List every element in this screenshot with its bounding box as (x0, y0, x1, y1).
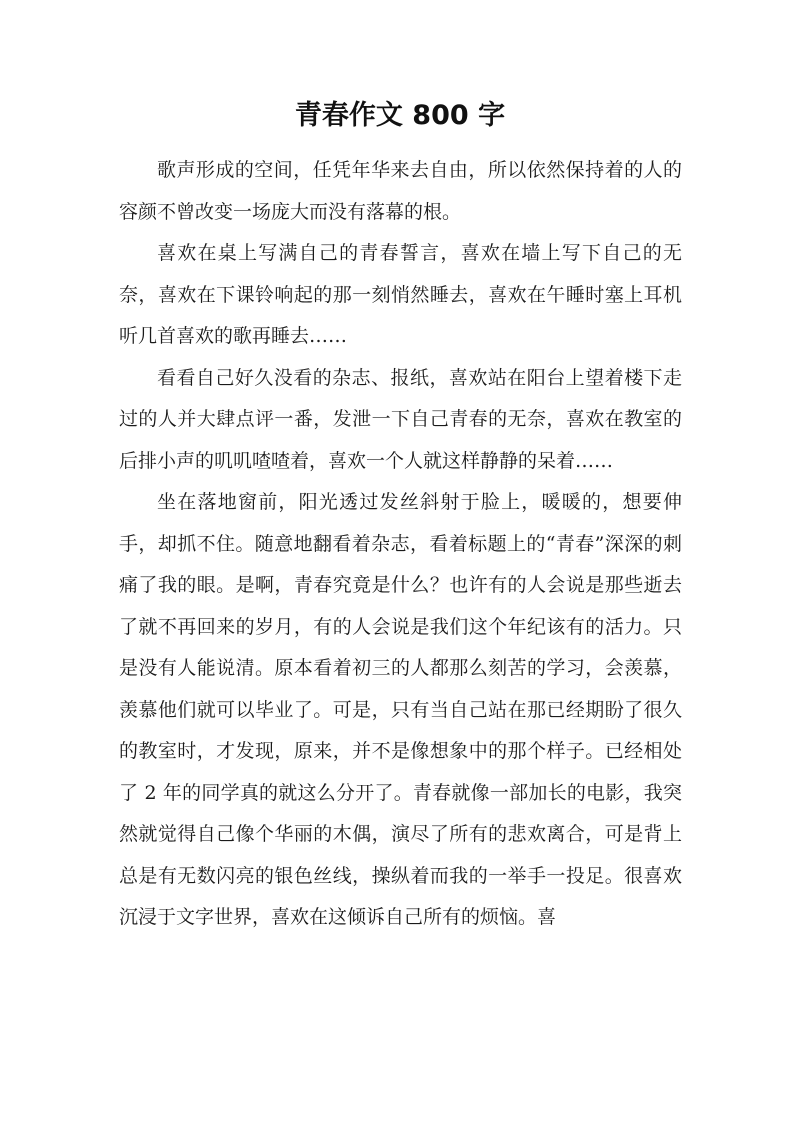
paragraph-4: 坐在落地窗前，阳光透过发丝斜射于脸上，暖暖的，想要伸手，却抓不住。随意地翻看着杂志，看着标题上的“青春”深深的刺痛了我的眼。是啊，青春究竟是什么？也许有的人会说是那些逝去了就不再回来的岁月，有的人会说是我们这个年纪该有的活力。只是没有人能说清。原本看着初三的人都那么刻苦的学习，会羡慕，羡慕他们就可以毕业了。可是，只有当自己站在那已经期盼了很久的教室时，才发现，原来，并不是像想象中的那个样子。已经相处了 2 年的同学真的就这么分开了。青春就像一部加长的电影，我突然就觉得自己像个华丽的木偶，演尽了所有的悲欢离合，可是背上总是有无数闪亮的银色丝线，操纵着而我的一举手一投足。很喜欢沉浸于文字世界，喜欢在这倾诉自己所有的烦恼。喜 (119, 491, 682, 928)
paragraph-3: 看看自己好久没看的杂志、报纸，喜欢站在阳台上望着楼下走过的人并大肆点评一番，发泄一下自己青春的无奈，喜欢在教室的后排小声的叽叽喳喳着，喜欢一个人就这样静静的呆着…… (119, 366, 682, 472)
paragraph-2: 喜欢在桌上写满自己的青春誓言，喜欢在墙上写下自己的无奈，喜欢在下课铃响起的那一刻悄然睡去，喜欢在午睡时塞上耳机听几首喜欢的歌再睡去…… (119, 242, 682, 347)
document-title: 青春作文 800 字 (294, 100, 506, 131)
document-body (119, 150, 682, 939)
paragraph-1: 歌声形成的空间，任凭年华来去自由，所以依然保持着的人的容颜不曾改变一场庞大而没有落幕的根。 (119, 159, 682, 223)
